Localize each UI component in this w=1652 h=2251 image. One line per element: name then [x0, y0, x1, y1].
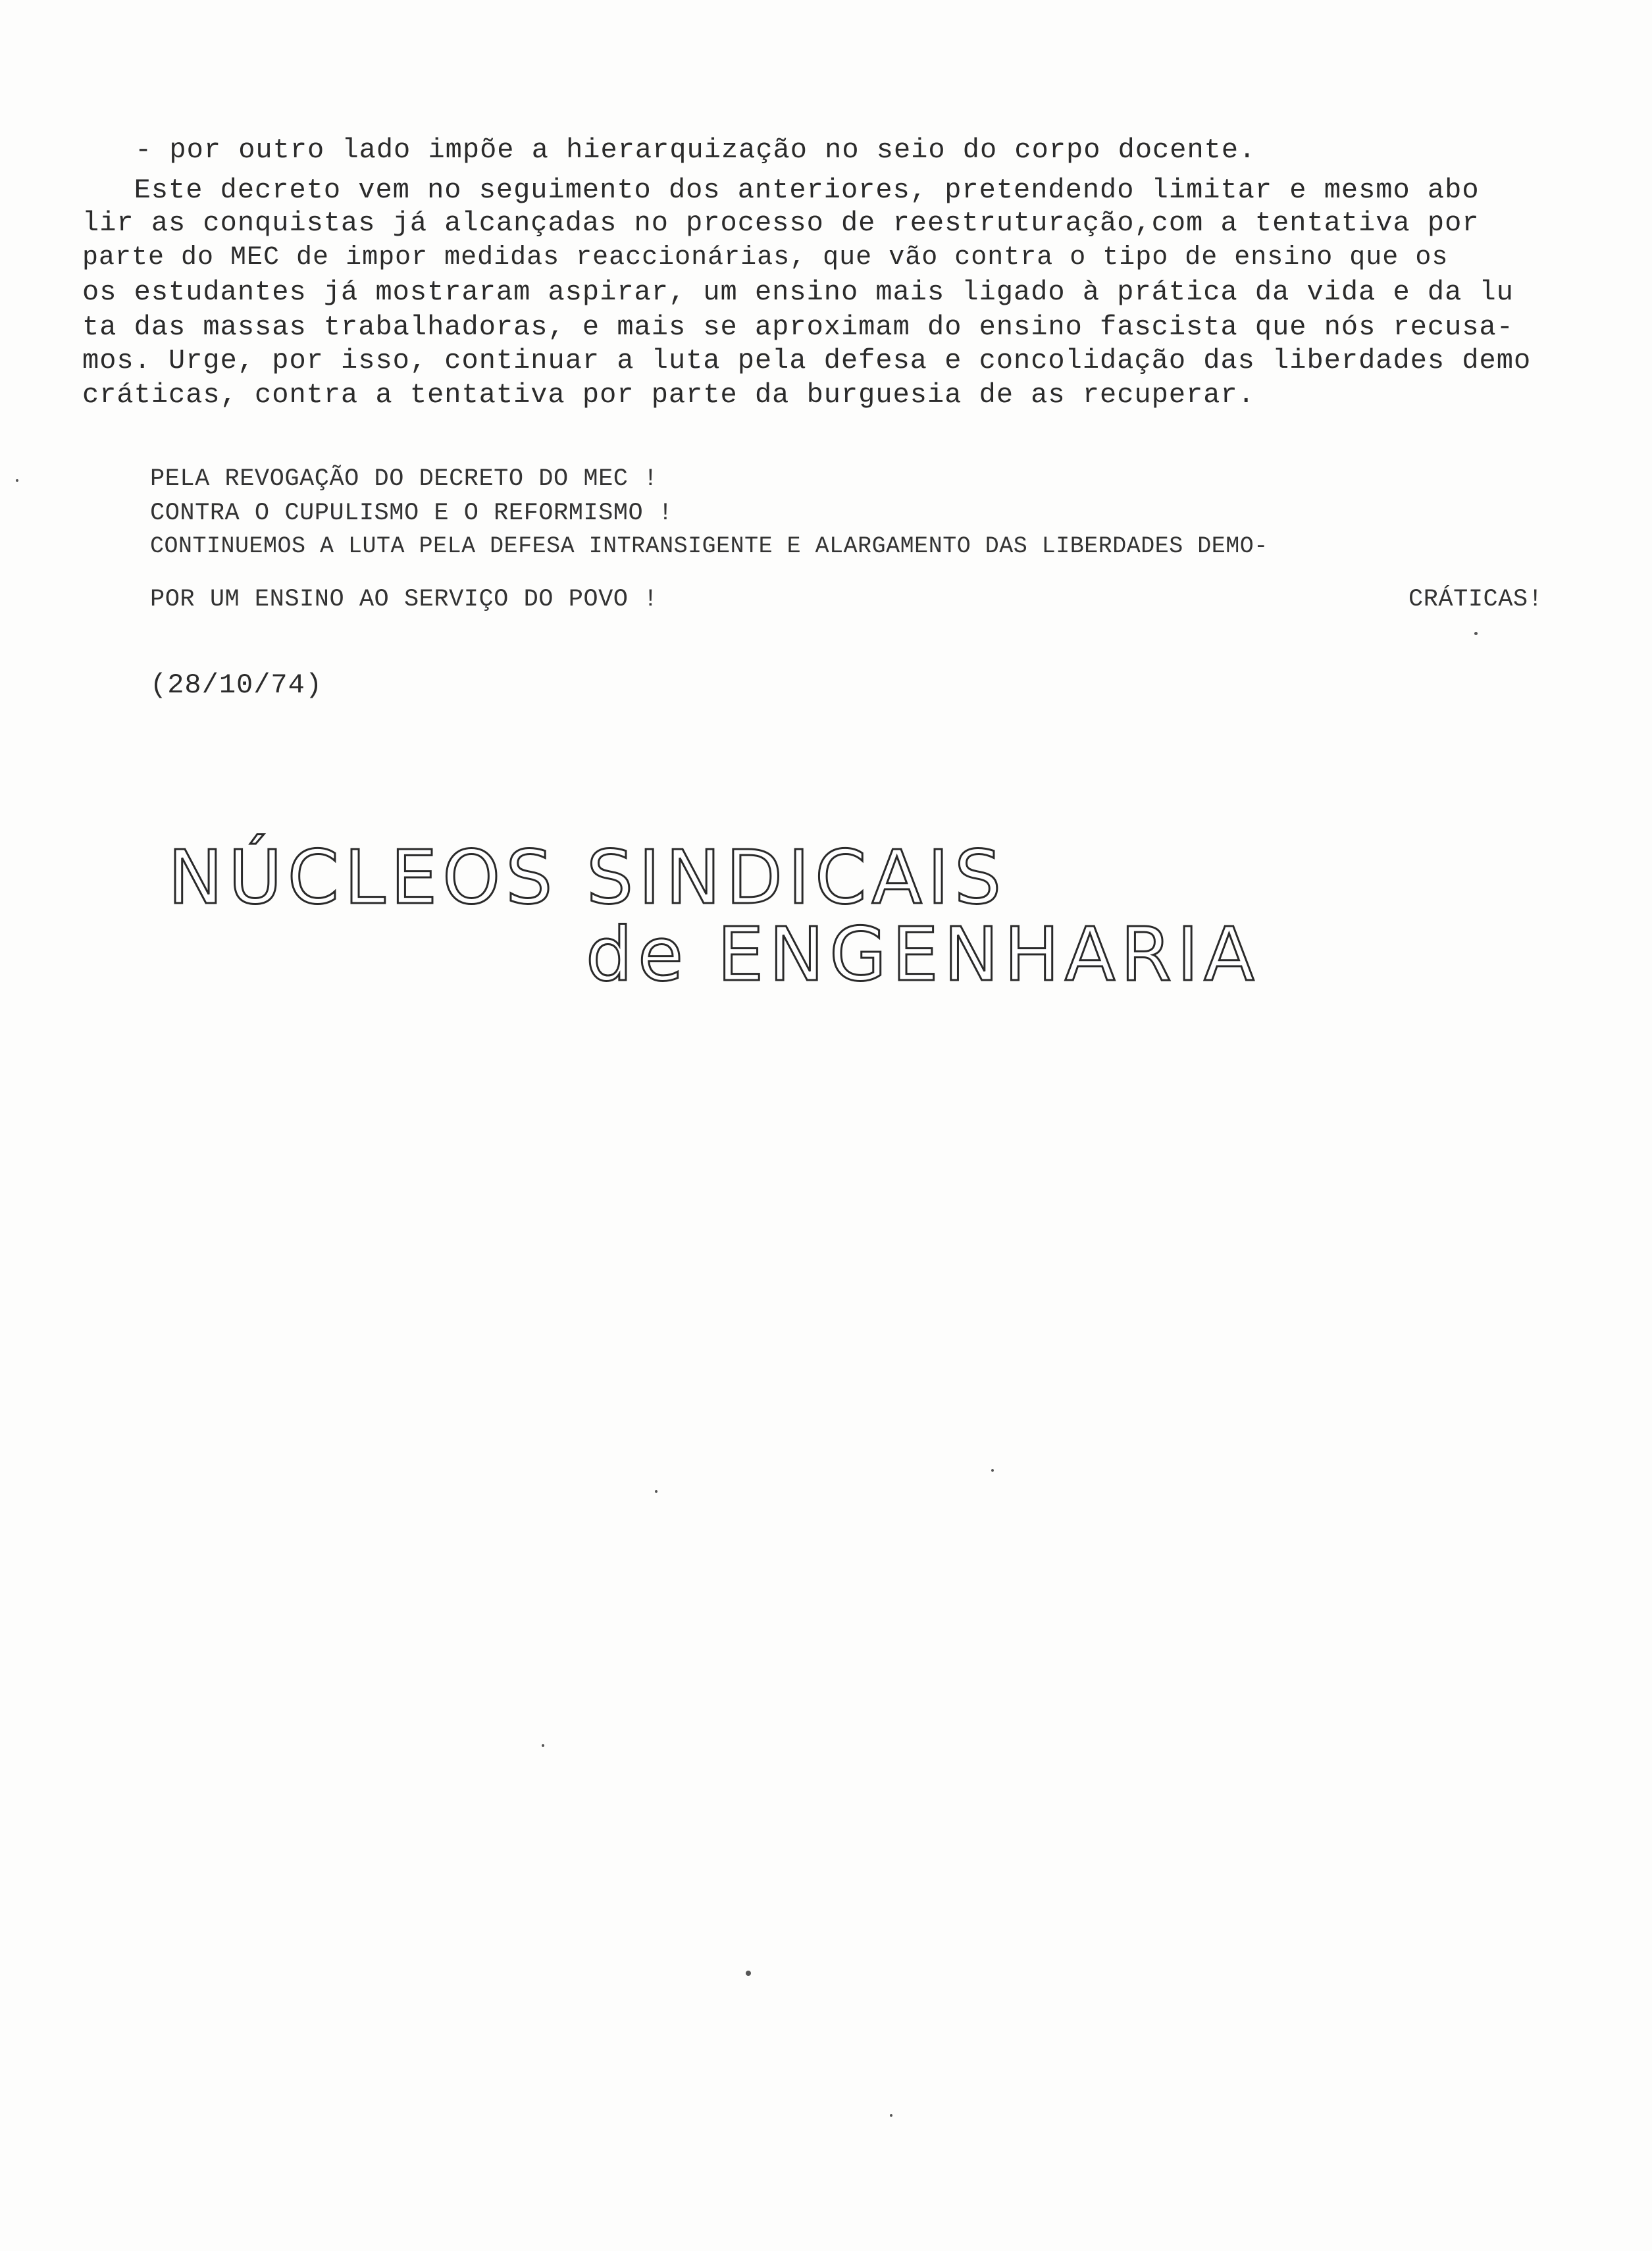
body-line-6: ta das massas trabalhadoras, e mais se aproximam do ensino fascista que nós recusa-: [82, 311, 1514, 343]
document-date: (28/10/74): [150, 669, 323, 701]
slogan-line-1: PELA REVOGAÇÃO DO DECRETO DO MEC !: [150, 465, 658, 493]
stamp-line-2: de ENGENHARIA: [586, 912, 1260, 998]
speck-mark: [1474, 632, 1478, 635]
speck-mark: [890, 2114, 892, 2117]
speck-mark: [16, 479, 18, 482]
body-line-1: - por outro lado impõe a hierarquização no seio do corpo docente.: [135, 134, 1256, 166]
speck-mark: [655, 1490, 658, 1493]
slogan-line-3: CONTINUEMOS A LUTA PELA DEFESA INTRANSIGENTE E ALARGAMENTO DAS LIBERDADES DEMO-: [150, 533, 1268, 559]
slogan-line-4: CRÁTICAS!: [1408, 586, 1543, 613]
slogan-line-2: CONTRA O CUPULISMO E O REFORMISMO !: [150, 500, 673, 527]
body-line-4: parte do MEC de impor medidas reaccionárias, que vão contra o tipo de ensino que os: [82, 243, 1449, 272]
speck-mark: [542, 1744, 544, 1747]
body-line-3: lir as conquistas já alcançadas no processo de reestruturação,com a tentativa por: [82, 207, 1480, 239]
body-line-7: mos. Urge, por isso, continuar a luta pela defesa e concolidação das liberdades demo: [82, 345, 1532, 376]
body-line-5: os estudantes já mostraram aspirar, um ensino mais ligado à prática da vida e da lu: [82, 276, 1514, 308]
body-line-2: Este decreto vem no seguimento dos anteriores, pretendendo limitar e mesmo abo: [82, 174, 1480, 206]
speck-mark: [991, 1469, 994, 1472]
body-line-8: cráticas, contra a tentativa por parte da burguesia de as recuperar.: [82, 379, 1255, 411]
speck-mark: [746, 1971, 751, 1976]
stamp-line-1: NÚCLEOS SINDICAIS: [168, 835, 1007, 921]
slogan-line-5: POR UM ENSINO AO SERVIÇO DO POVO !: [150, 586, 658, 613]
